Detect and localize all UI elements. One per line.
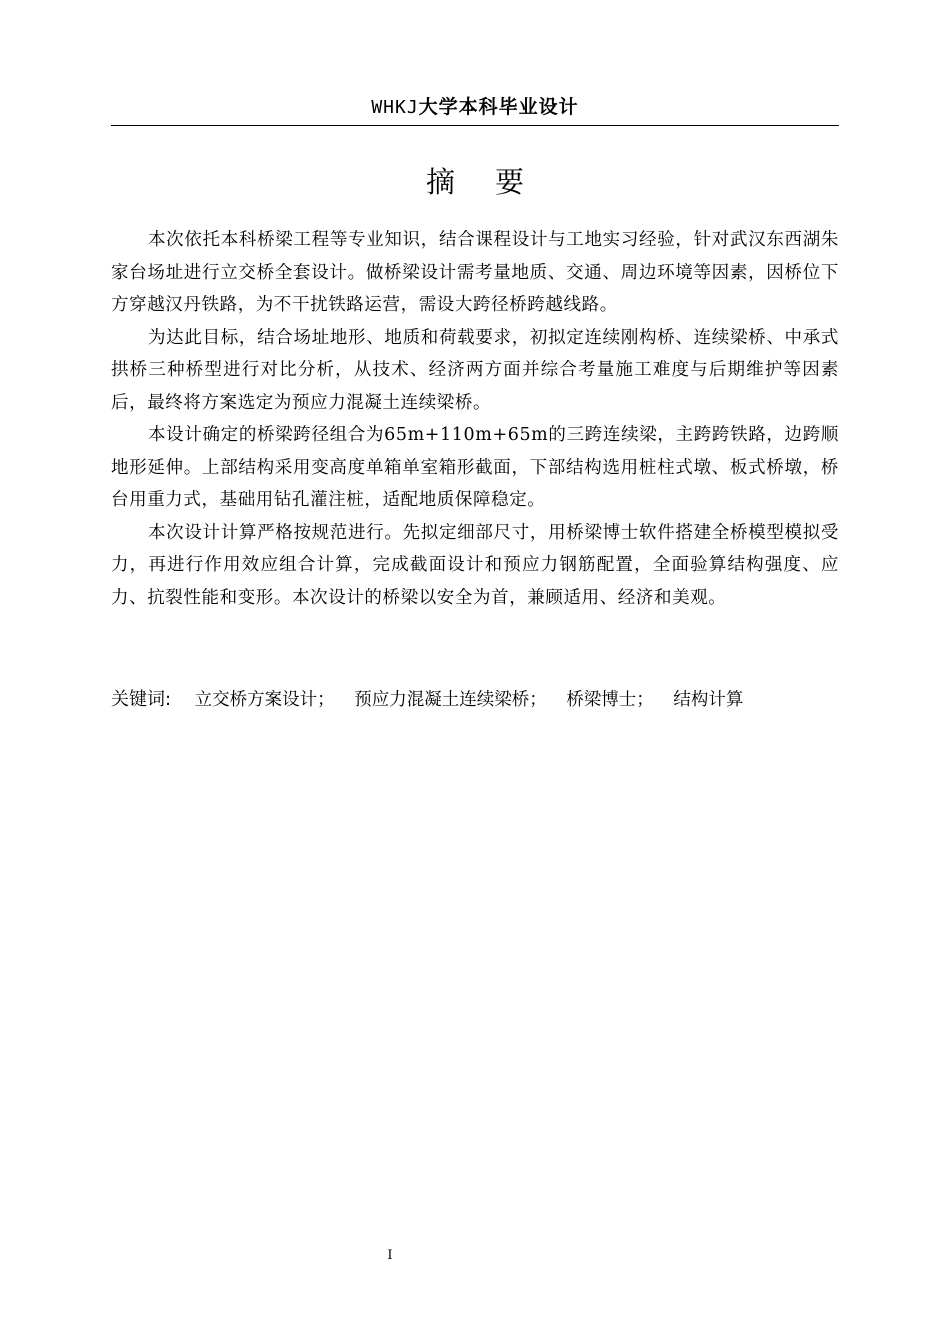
keyword-item: 立交桥方案设计； (194, 690, 335, 710)
header-prefix: WHKJ (371, 97, 419, 118)
header-suffix: 大学本科毕业设计 (418, 96, 579, 118)
header-title (371, 96, 578, 118)
page-number: I (387, 1248, 393, 1263)
abstract-paragraph: 本设计确定的桥梁跨径组合为65m+110m+65m的三跨连续梁，主跨跨铁路，边跨顺地形延伸。上部结构采用变高度单箱单室箱形截面，下部结构选用桩柱式墩、板式桥墩，桥台用重力式，基础用钻孔灌注桩，适配地质保障稳定。 (111, 425, 839, 510)
keyword-item: 预应力混凝土连续梁桥； (354, 690, 547, 710)
abstract-title: 摘要 (425, 165, 564, 199)
keywords-line (111, 684, 839, 716)
abstract-paragraph: 本次设计计算严格按规范进行。先拟定细部尺寸，用桥梁博士软件搭建全桥模型模拟受力，再进行作用效应组合计算，完成截面设计和预应力钢筋配置，全面验算结构强度、应力、抗裂性能和变形。本次设计的桥梁以安全为首，兼顾适用、经济和美观。 (111, 522, 839, 608)
keyword-item: 桥梁博士； (566, 690, 654, 710)
page-header (111, 92, 839, 126)
keywords-label: 关键词: (111, 689, 172, 710)
keyword-item: 结构计算 (673, 690, 744, 710)
abstract-paragraph: 为达此目标，结合场址地形、地质和荷载要求，初拟定连续刚构桥、连续梁桥、中承式拱桥三种桥型进行对比分析，从技术、经济两方面并综合考量施工难度与后期维护等因素后，最终将方案选定为预应力混凝土连续梁桥。 (111, 327, 839, 413)
abstract-paragraph: 本次依托本科桥梁工程等专业知识，结合课程设计与工地实习经验，针对武汉东西湖朱家台场址进行立交桥全套设计。做桥梁设计需考量地质、交通、周边环境等因素，因桥位下方穿越汉丹铁路，为不干扰铁路运营，需设大跨径桥跨越线路。 (111, 230, 839, 315)
abstract-body (111, 224, 839, 614)
